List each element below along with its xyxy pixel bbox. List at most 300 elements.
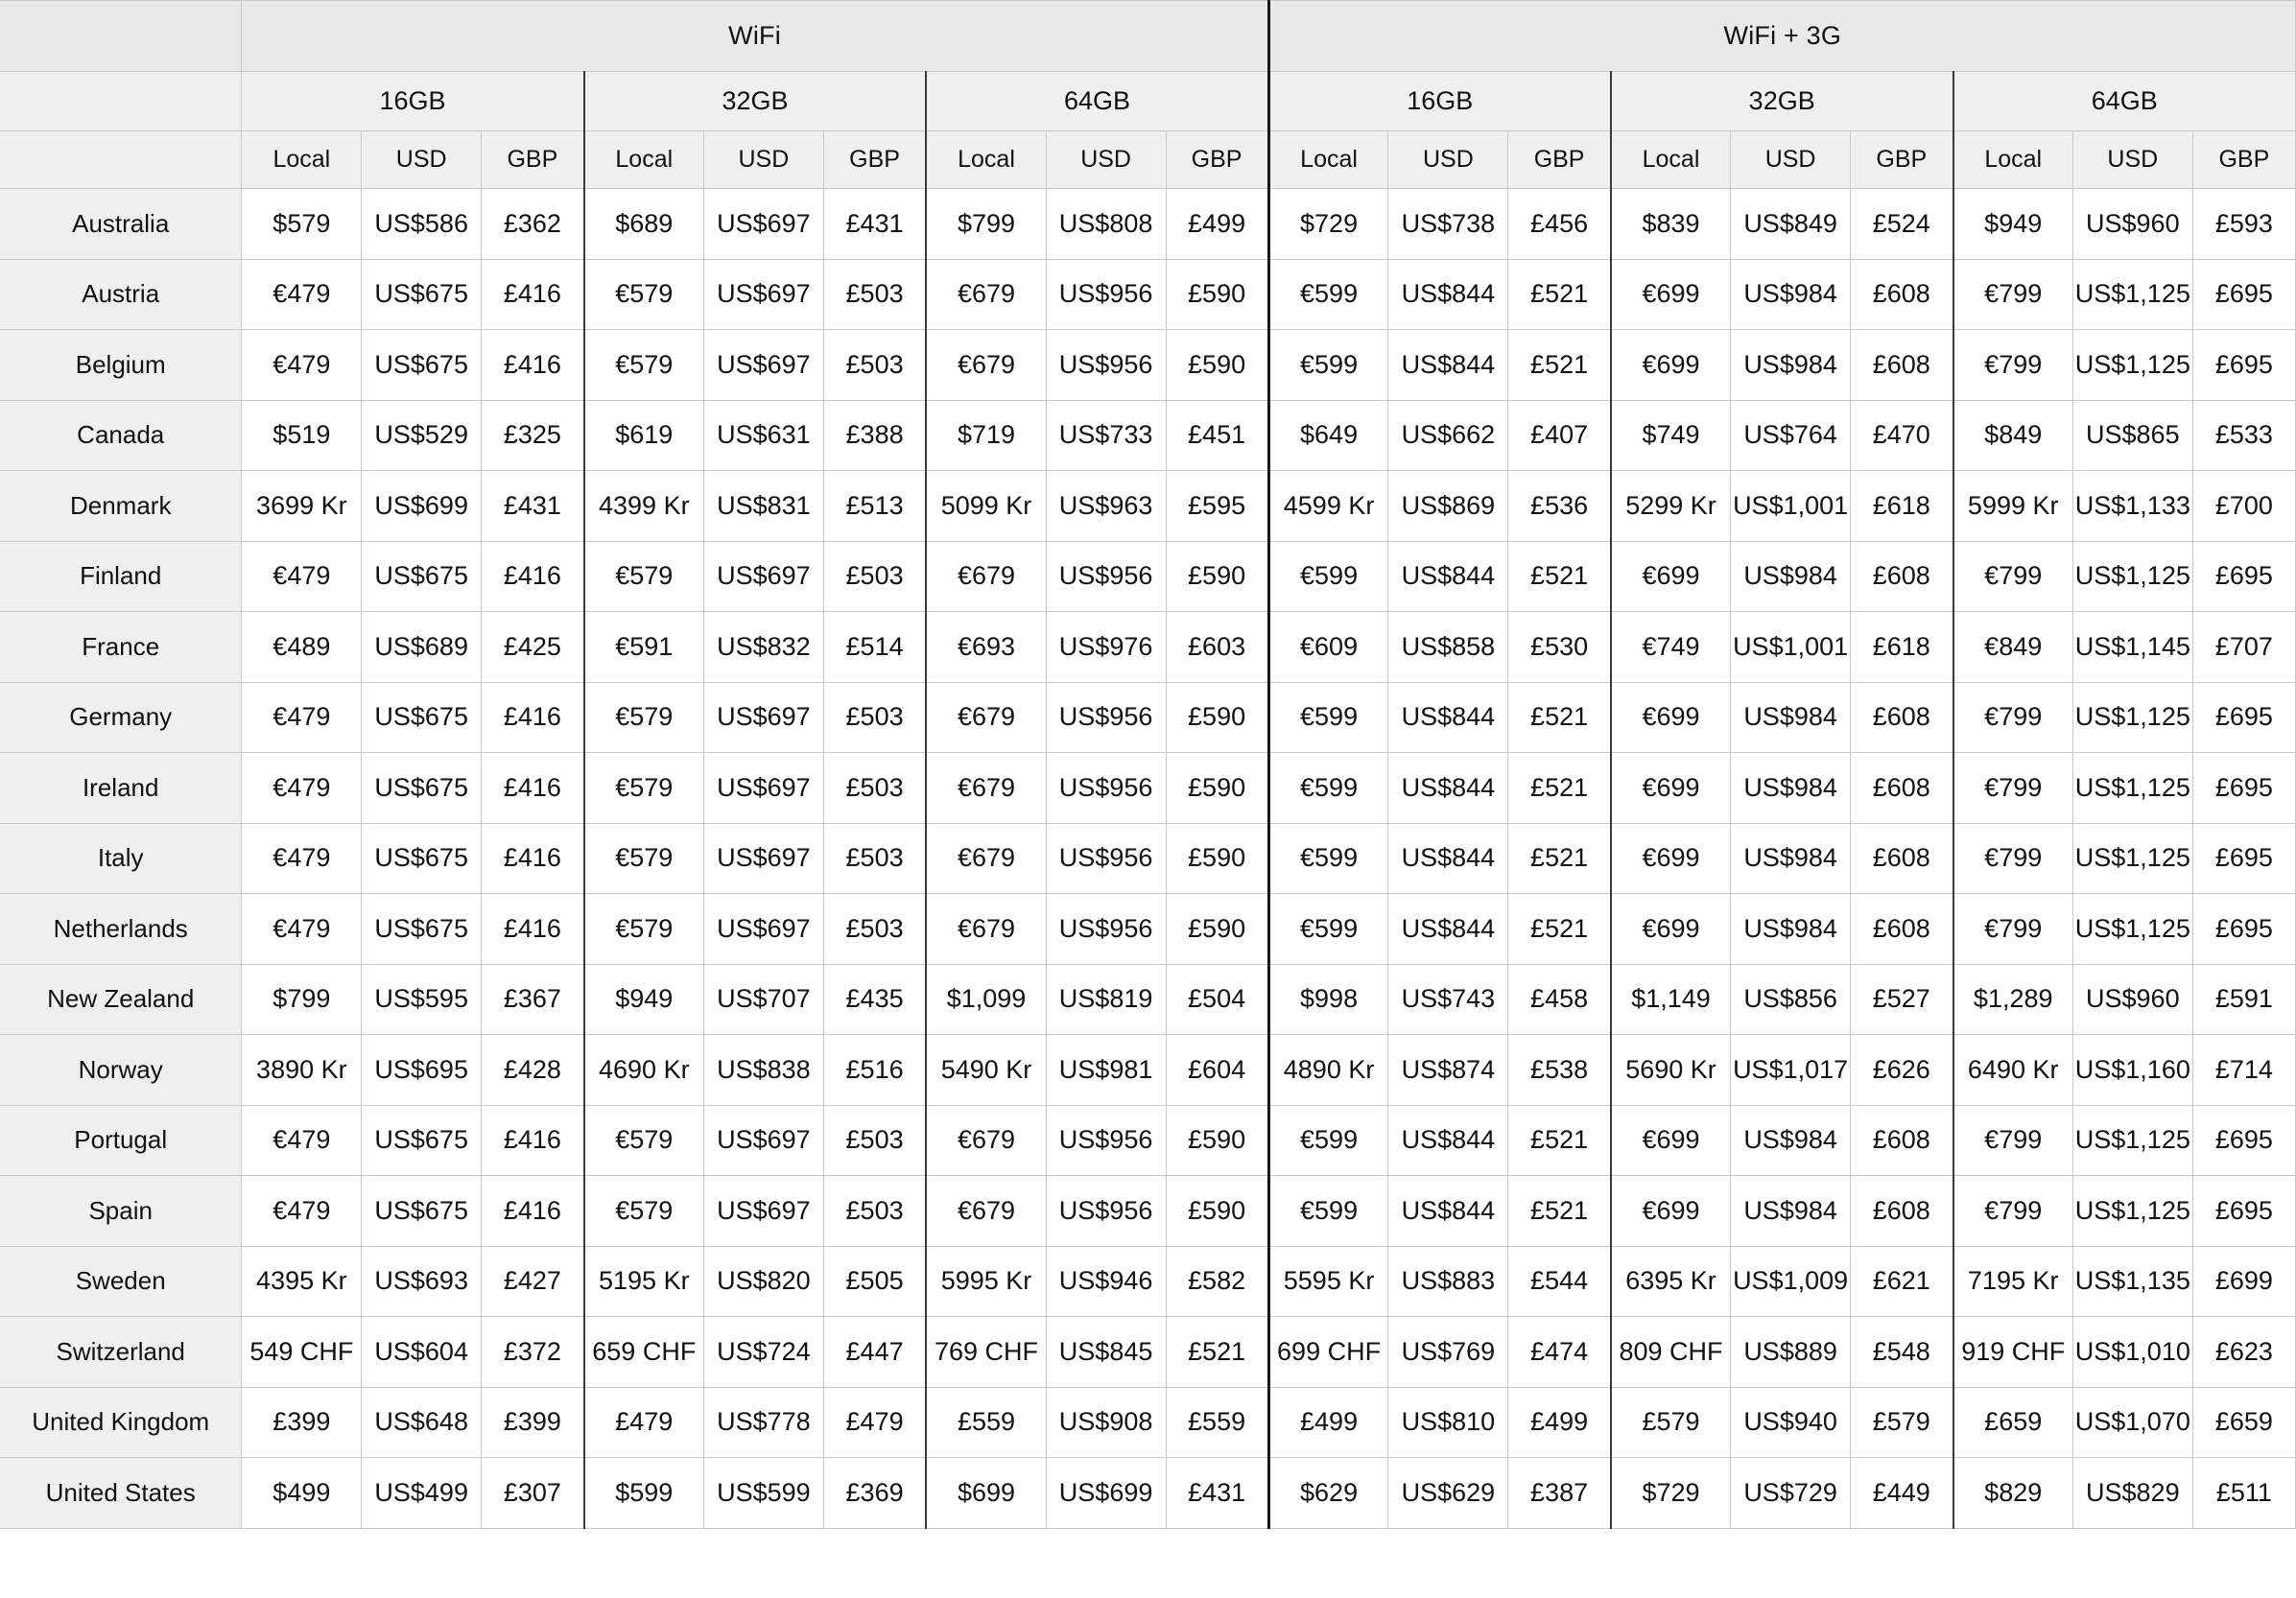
- price-cell: US$956: [1046, 753, 1166, 824]
- price-cell: £695: [2192, 823, 2295, 894]
- price-cell: US$675: [362, 1176, 482, 1247]
- price-cell: US$946: [1046, 1246, 1166, 1317]
- price-cell: £416: [482, 1105, 584, 1176]
- price-cell: £503: [823, 330, 926, 401]
- price-cell: US$956: [1046, 1105, 1166, 1176]
- row-country-label: Canada: [0, 400, 242, 471]
- price-cell: US$956: [1046, 259, 1166, 330]
- row-country-label: Australia: [0, 189, 242, 260]
- price-cell: £503: [823, 1176, 926, 1247]
- price-cell: €699: [1611, 330, 1731, 401]
- table-row: [0, 1105, 2296, 1176]
- price-cell: US$675: [362, 259, 482, 330]
- price-cell: £714: [2192, 1035, 2295, 1106]
- price-cell: 4690 Kr: [584, 1035, 704, 1106]
- currency-header-usd: USD: [362, 131, 482, 189]
- row-country-label: Italy: [0, 823, 242, 894]
- price-cell: US$648: [362, 1387, 482, 1458]
- price-cell: €579: [584, 330, 704, 401]
- price-cell: US$829: [2072, 1458, 2192, 1529]
- price-cell: £608: [1851, 753, 1953, 824]
- price-cell: US$984: [1731, 259, 1851, 330]
- price-cell: $949: [1953, 189, 2073, 260]
- row-country-label: United States: [0, 1458, 242, 1529]
- price-cell: US$956: [1046, 823, 1166, 894]
- currency-header-usd: USD: [1388, 131, 1508, 189]
- price-cell: £362: [482, 189, 584, 260]
- price-cell: US$844: [1388, 894, 1508, 965]
- price-cell: £416: [482, 541, 584, 612]
- price-cell: £307: [482, 1458, 584, 1529]
- price-cell: US$844: [1388, 1176, 1508, 1247]
- price-cell: $729: [1268, 189, 1388, 260]
- price-cell: US$675: [362, 541, 482, 612]
- price-cell: €849: [1953, 612, 2073, 683]
- price-cell: US$1,145: [2072, 612, 2192, 683]
- price-cell: £595: [1166, 471, 1268, 542]
- price-cell: US$631: [703, 400, 823, 471]
- price-cell: £608: [1851, 330, 1953, 401]
- price-cell: £521: [1508, 541, 1611, 612]
- price-cell: €479: [242, 330, 362, 401]
- price-cell: US$984: [1731, 541, 1851, 612]
- price-cell: £590: [1166, 1105, 1268, 1176]
- price-cell: US$956: [1046, 894, 1166, 965]
- currency-header-gbp: GBP: [1508, 131, 1611, 189]
- price-cell: £695: [2192, 541, 2295, 612]
- price-cell: £499: [1268, 1387, 1388, 1458]
- price-cell: US$844: [1388, 753, 1508, 824]
- price-cell: £521: [1508, 753, 1611, 824]
- price-cell: £399: [482, 1387, 584, 1458]
- price-cell: 5999 Kr: [1953, 471, 2073, 542]
- price-cell: US$808: [1046, 189, 1166, 260]
- price-cell: €799: [1953, 330, 2073, 401]
- price-cell: US$1,125: [2072, 753, 2192, 824]
- price-cell: £695: [2192, 330, 2295, 401]
- price-cell: £524: [1851, 189, 1953, 260]
- price-cell: €609: [1268, 612, 1388, 683]
- price-cell: €579: [584, 753, 704, 824]
- price-cell: £604: [1166, 1035, 1268, 1106]
- price-cell: $579: [242, 189, 362, 260]
- price-cell: US$956: [1046, 330, 1166, 401]
- price-cell: £559: [926, 1387, 1046, 1458]
- price-cell: 699 CHF: [1268, 1317, 1388, 1388]
- currency-header-usd: USD: [2072, 131, 2192, 189]
- price-cell: £707: [2192, 612, 2295, 683]
- price-cell: £544: [1508, 1246, 1611, 1317]
- price-cell: £590: [1166, 259, 1268, 330]
- price-cell: £451: [1166, 400, 1268, 471]
- price-cell: £579: [1851, 1387, 1953, 1458]
- price-cell: US$960: [2072, 964, 2192, 1035]
- price-cell: £695: [2192, 259, 2295, 330]
- price-cell: £618: [1851, 612, 1953, 683]
- price-cell: 4599 Kr: [1268, 471, 1388, 542]
- price-cell: US$675: [362, 753, 482, 824]
- currency-header-row: [0, 131, 2296, 189]
- price-cell: €591: [584, 612, 704, 683]
- header-corner-cell: [0, 1, 242, 72]
- price-cell: US$956: [1046, 682, 1166, 753]
- price-cell: €599: [1268, 1176, 1388, 1247]
- table-row: [0, 1387, 2296, 1458]
- price-cell: 4399 Kr: [584, 471, 704, 542]
- price-cell: US$844: [1388, 330, 1508, 401]
- price-cell: £608: [1851, 259, 1953, 330]
- price-cell: €699: [1611, 259, 1731, 330]
- price-cell: £533: [2192, 400, 2295, 471]
- price-cell: £369: [823, 1458, 926, 1529]
- price-cell: US$849: [1731, 189, 1851, 260]
- price-cell: 7195 Kr: [1953, 1246, 2073, 1317]
- price-cell: US$699: [362, 471, 482, 542]
- price-cell: £514: [823, 612, 926, 683]
- price-cell: £536: [1508, 471, 1611, 542]
- price-cell: US$499: [362, 1458, 482, 1529]
- row-country-label: Finland: [0, 541, 242, 612]
- price-cell: £695: [2192, 682, 2295, 753]
- price-cell: US$858: [1388, 612, 1508, 683]
- price-cell: £623: [2192, 1317, 2295, 1388]
- group-header-wifi-3g: WiFi + 3G: [1268, 1, 2295, 72]
- price-cell: 6490 Kr: [1953, 1035, 2073, 1106]
- price-cell: US$844: [1388, 823, 1508, 894]
- price-cell: US$695: [362, 1035, 482, 1106]
- price-cell: US$697: [703, 259, 823, 330]
- price-cell: €679: [926, 330, 1046, 401]
- price-cell: £416: [482, 682, 584, 753]
- price-cell: £521: [1166, 1317, 1268, 1388]
- price-cell: US$675: [362, 823, 482, 894]
- capacity-header-row: [0, 72, 2296, 131]
- price-cell: €699: [1611, 541, 1731, 612]
- price-cell: 5299 Kr: [1611, 471, 1731, 542]
- price-cell: £416: [482, 330, 584, 401]
- price-cell: £427: [482, 1246, 584, 1317]
- price-cell: €699: [1611, 682, 1731, 753]
- price-cell: £521: [1508, 1105, 1611, 1176]
- currency-header-usd: USD: [1731, 131, 1851, 189]
- table-row: [0, 541, 2296, 612]
- price-cell: £538: [1508, 1035, 1611, 1106]
- price-cell: US$699: [1046, 1458, 1166, 1529]
- price-cell: US$697: [703, 330, 823, 401]
- price-cell: €799: [1953, 1105, 2073, 1176]
- table-header: [0, 1, 2296, 189]
- price-cell: US$738: [1388, 189, 1508, 260]
- capacity-header-wifi3g-32gb: 32GB: [1611, 72, 1953, 131]
- price-cell: $839: [1611, 189, 1731, 260]
- currency-corner-cell: [0, 131, 242, 189]
- price-cell: £626: [1851, 1035, 1953, 1106]
- price-cell: US$697: [703, 1176, 823, 1247]
- price-cell: 5690 Kr: [1611, 1035, 1731, 1106]
- price-cell: $719: [926, 400, 1046, 471]
- price-cell: £590: [1166, 682, 1268, 753]
- price-cell: £548: [1851, 1317, 1953, 1388]
- price-cell: €699: [1611, 823, 1731, 894]
- price-cell: €489: [242, 612, 362, 683]
- price-cell: US$1,125: [2072, 682, 2192, 753]
- price-cell: €599: [1268, 682, 1388, 753]
- price-cell: $689: [584, 189, 704, 260]
- price-cell: €579: [584, 682, 704, 753]
- table-row: [0, 682, 2296, 753]
- row-country-label: Netherlands: [0, 894, 242, 965]
- price-cell: €479: [242, 541, 362, 612]
- price-cell: US$1,017: [1731, 1035, 1851, 1106]
- price-cell: £416: [482, 823, 584, 894]
- price-cell: €799: [1953, 753, 2073, 824]
- price-cell: US$778: [703, 1387, 823, 1458]
- price-cell: US$865: [2072, 400, 2192, 471]
- capacity-header-wifi3g-16gb: 16GB: [1268, 72, 1611, 131]
- table-row: [0, 823, 2296, 894]
- price-cell: US$629: [1388, 1458, 1508, 1529]
- price-cell: 919 CHF: [1953, 1317, 2073, 1388]
- table-row: [0, 1458, 2296, 1529]
- price-cell: £456: [1508, 189, 1611, 260]
- price-cell: £503: [823, 894, 926, 965]
- price-cell: £325: [482, 400, 584, 471]
- price-cell: £503: [823, 753, 926, 824]
- price-cell: US$697: [703, 823, 823, 894]
- price-cell: US$844: [1388, 259, 1508, 330]
- price-cell: $649: [1268, 400, 1388, 471]
- price-cell: €799: [1953, 259, 2073, 330]
- price-cell: £505: [823, 1246, 926, 1317]
- price-cell: €699: [1611, 1105, 1731, 1176]
- price-cell: US$1,125: [2072, 541, 2192, 612]
- price-cell: US$764: [1731, 400, 1851, 471]
- price-cell: £416: [482, 753, 584, 824]
- price-cell: £621: [1851, 1246, 1953, 1317]
- price-cell: US$675: [362, 1105, 482, 1176]
- price-cell: €579: [584, 259, 704, 330]
- price-cell: US$940: [1731, 1387, 1851, 1458]
- price-cell: £399: [242, 1387, 362, 1458]
- price-cell: US$729: [1731, 1458, 1851, 1529]
- price-cell: £503: [823, 541, 926, 612]
- price-cell: £700: [2192, 471, 2295, 542]
- price-cell: £503: [823, 1105, 926, 1176]
- price-cell: £695: [2192, 753, 2295, 824]
- table-row: [0, 753, 2296, 824]
- price-cell: £499: [1508, 1387, 1611, 1458]
- price-cell: £659: [2192, 1387, 2295, 1458]
- price-cell: 4395 Kr: [242, 1246, 362, 1317]
- price-cell: £431: [482, 471, 584, 542]
- price-cell: €679: [926, 1105, 1046, 1176]
- row-country-label: France: [0, 612, 242, 683]
- price-cell: US$1,125: [2072, 894, 2192, 965]
- price-cell: €599: [1268, 1105, 1388, 1176]
- price-cell: US$984: [1731, 330, 1851, 401]
- price-cell: US$675: [362, 894, 482, 965]
- price-cell: £608: [1851, 823, 1953, 894]
- price-cell: US$1,010: [2072, 1317, 2192, 1388]
- row-country-label: New Zealand: [0, 964, 242, 1035]
- price-cell: €693: [926, 612, 1046, 683]
- row-country-label: Norway: [0, 1035, 242, 1106]
- currency-header-local: Local: [1953, 131, 2073, 189]
- currency-header-local: Local: [584, 131, 704, 189]
- price-cell: €479: [242, 682, 362, 753]
- price-cell: US$889: [1731, 1317, 1851, 1388]
- row-country-label: Portugal: [0, 1105, 242, 1176]
- row-country-label: Denmark: [0, 471, 242, 542]
- price-cell: $729: [1611, 1458, 1731, 1529]
- row-country-label: Spain: [0, 1176, 242, 1247]
- price-cell: $519: [242, 400, 362, 471]
- price-cell: US$1,133: [2072, 471, 2192, 542]
- price-cell: £479: [823, 1387, 926, 1458]
- price-cell: £699: [2192, 1246, 2295, 1317]
- price-cell: £511: [2192, 1458, 2295, 1529]
- price-cell: €579: [584, 1176, 704, 1247]
- capacity-header-wifi-16gb: 16GB: [242, 72, 584, 131]
- price-cell: £416: [482, 1176, 584, 1247]
- price-cell: US$976: [1046, 612, 1166, 683]
- price-cell: £503: [823, 259, 926, 330]
- table-row: [0, 400, 2296, 471]
- price-cell: £591: [2192, 964, 2295, 1035]
- price-cell: US$844: [1388, 682, 1508, 753]
- price-cell: US$984: [1731, 894, 1851, 965]
- price-cell: US$529: [362, 400, 482, 471]
- price-cell: €699: [1611, 1176, 1731, 1247]
- price-cell: US$831: [703, 471, 823, 542]
- price-cell: £590: [1166, 330, 1268, 401]
- price-cell: US$838: [703, 1035, 823, 1106]
- price-cell: £530: [1508, 612, 1611, 683]
- price-cell: US$1,009: [1731, 1246, 1851, 1317]
- price-cell: 5490 Kr: [926, 1035, 1046, 1106]
- price-cell: £590: [1166, 894, 1268, 965]
- price-cell: £458: [1508, 964, 1611, 1035]
- table-row: [0, 1317, 2296, 1388]
- row-country-label: Sweden: [0, 1246, 242, 1317]
- table-row: [0, 471, 2296, 542]
- row-country-label: Switzerland: [0, 1317, 242, 1388]
- price-cell: €479: [242, 823, 362, 894]
- table-row: [0, 330, 2296, 401]
- price-cell: £659: [1953, 1387, 2073, 1458]
- price-cell: £372: [482, 1317, 584, 1388]
- price-cell: €699: [1611, 894, 1731, 965]
- price-cell: US$819: [1046, 964, 1166, 1035]
- price-cell: £387: [1508, 1458, 1611, 1529]
- price-cell: US$981: [1046, 1035, 1166, 1106]
- price-cell: US$844: [1388, 541, 1508, 612]
- price-cell: £513: [823, 471, 926, 542]
- price-cell: US$724: [703, 1317, 823, 1388]
- price-cell: US$604: [362, 1317, 482, 1388]
- price-cell: £407: [1508, 400, 1611, 471]
- table-row: [0, 894, 2296, 965]
- price-cell: £521: [1508, 682, 1611, 753]
- price-cell: US$1,001: [1731, 612, 1851, 683]
- price-cell: £431: [823, 189, 926, 260]
- price-cell: $1,149: [1611, 964, 1731, 1035]
- price-cell: £579: [1611, 1387, 1731, 1458]
- price-cell: $1,099: [926, 964, 1046, 1035]
- price-cell: €599: [1268, 753, 1388, 824]
- price-cell: €599: [1268, 894, 1388, 965]
- price-cell: US$1,001: [1731, 471, 1851, 542]
- price-cell: $619: [584, 400, 704, 471]
- price-cell: US$769: [1388, 1317, 1508, 1388]
- price-cell: US$874: [1388, 1035, 1508, 1106]
- price-cell: $849: [1953, 400, 2073, 471]
- price-cell: US$743: [1388, 964, 1508, 1035]
- price-cell: $699: [926, 1458, 1046, 1529]
- price-cell: US$956: [1046, 541, 1166, 612]
- price-cell: £590: [1166, 753, 1268, 824]
- price-cell: £416: [482, 259, 584, 330]
- row-country-label: Austria: [0, 259, 242, 330]
- currency-header-local: Local: [1268, 131, 1388, 189]
- price-cell: 5595 Kr: [1268, 1246, 1388, 1317]
- price-cell: US$845: [1046, 1317, 1166, 1388]
- table-row: [0, 259, 2296, 330]
- price-cell: €599: [1268, 541, 1388, 612]
- table-row: [0, 1035, 2296, 1106]
- price-cell: €679: [926, 894, 1046, 965]
- price-cell: US$908: [1046, 1387, 1166, 1458]
- price-cell: US$595: [362, 964, 482, 1035]
- currency-header-usd: USD: [1046, 131, 1166, 189]
- price-cell: £608: [1851, 894, 1953, 965]
- price-cell: £590: [1166, 823, 1268, 894]
- price-cell: US$869: [1388, 471, 1508, 542]
- price-cell: US$820: [703, 1246, 823, 1317]
- currency-header-local: Local: [242, 131, 362, 189]
- price-cell: £521: [1508, 823, 1611, 894]
- price-cell: $629: [1268, 1458, 1388, 1529]
- row-country-label: Ireland: [0, 753, 242, 824]
- price-cell: €679: [926, 682, 1046, 753]
- price-cell: $1,289: [1953, 964, 2073, 1035]
- price-cell: €479: [242, 1176, 362, 1247]
- price-cell: £608: [1851, 682, 1953, 753]
- price-cell: €599: [1268, 259, 1388, 330]
- price-cell: 549 CHF: [242, 1317, 362, 1388]
- price-cell: £516: [823, 1035, 926, 1106]
- table-row: [0, 1176, 2296, 1247]
- price-cell: $799: [242, 964, 362, 1035]
- price-cell: US$883: [1388, 1246, 1508, 1317]
- price-cell: US$1,160: [2072, 1035, 2192, 1106]
- price-cell: €579: [584, 1105, 704, 1176]
- price-cell: US$662: [1388, 400, 1508, 471]
- row-country-label: Germany: [0, 682, 242, 753]
- price-cell: US$984: [1731, 682, 1851, 753]
- price-cell: £590: [1166, 1176, 1268, 1247]
- price-cell: €799: [1953, 682, 2073, 753]
- price-cell: $599: [584, 1458, 704, 1529]
- price-cell: 769 CHF: [926, 1317, 1046, 1388]
- currency-header-gbp: GBP: [1166, 131, 1268, 189]
- price-cell: US$856: [1731, 964, 1851, 1035]
- price-cell: £608: [1851, 541, 1953, 612]
- price-cell: £695: [2192, 894, 2295, 965]
- price-cell: €799: [1953, 541, 2073, 612]
- price-cell: €679: [926, 753, 1046, 824]
- price-cell: £618: [1851, 471, 1953, 542]
